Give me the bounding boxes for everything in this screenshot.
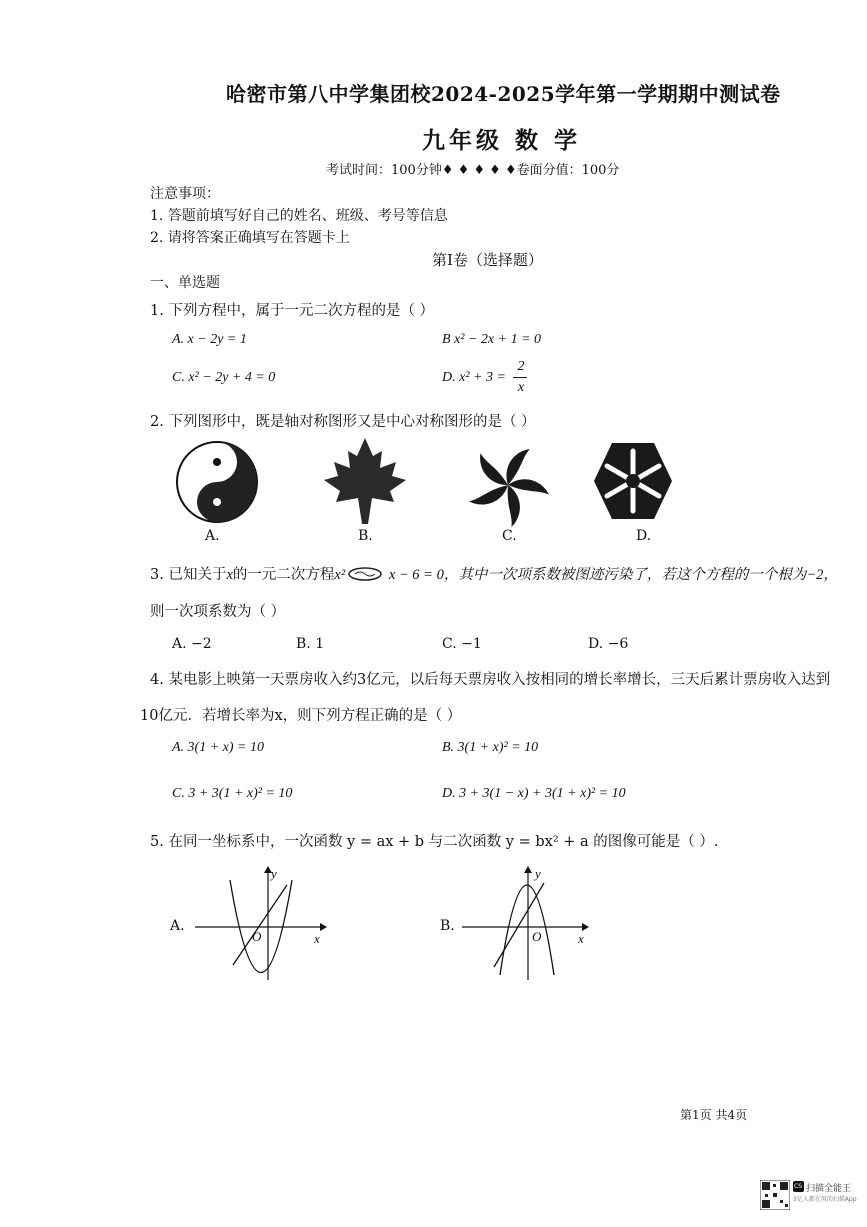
scanner-watermark bbox=[760, 1180, 860, 1220]
q1-option-d: D. x² + 3 = bbox=[442, 370, 506, 385]
question-5-stem: 5. 在同一坐标系中，一次函数 y = ax + b 与二次函数 y = bx² + a 的图像可能是（ ）. bbox=[150, 834, 719, 850]
exam-title: 哈密市第八中学集团校2024-2025学年第一学期期中测试卷 bbox=[226, 82, 781, 106]
graph-b-y-label: y bbox=[535, 866, 541, 881]
snowflake-hexagon-icon bbox=[592, 440, 674, 522]
graph-a-y-label: y bbox=[271, 866, 277, 881]
q5-graph-a bbox=[195, 865, 330, 985]
q2-label-c: C. bbox=[502, 528, 517, 544]
question-4-line1: 4. 某电影上映第一天票房收入约3亿元，以后每天票房收入按相同的增长率增长，三天后累计票房收入达到 bbox=[150, 672, 831, 688]
question-4-line2: 10亿元．若增长率为x，则下列方程正确的是（ ） bbox=[140, 708, 462, 724]
notes-heading: 注意事项： bbox=[150, 186, 220, 202]
qr-code-icon bbox=[760, 1180, 790, 1210]
q2-label-d: D. bbox=[636, 528, 652, 544]
graph-b-x-label: x bbox=[578, 931, 584, 946]
q1-option-a: A. x − 2y = 1 bbox=[172, 332, 247, 347]
ink-smudge-icon bbox=[347, 567, 383, 581]
q1-fraction-numerator: 2 bbox=[517, 359, 525, 374]
note-item: 2. 请将答案正确填写在答题卡上 bbox=[150, 230, 350, 246]
q1-option-b: B x² − 2x + 1 = 0 bbox=[442, 332, 542, 347]
question-2-stem: 2. 下列图形中，既是轴对称图形又是中心对称图形的是（ ） bbox=[150, 414, 536, 430]
graph-a-x-label: x bbox=[314, 931, 320, 946]
subject-title: 九年级 数 学 bbox=[422, 127, 582, 154]
q4-option-d: D. 3 + 3(1 − x) + 3(1 + x)² = 10 bbox=[442, 786, 626, 801]
scanner-brand: CS扫描全能王 bbox=[793, 1181, 851, 1194]
yin-yang-icon bbox=[175, 440, 260, 525]
part-title: 第Ⅰ卷（选择题） bbox=[432, 251, 543, 269]
graph-b-origin: O bbox=[532, 929, 542, 944]
bauhinia-flower-icon bbox=[463, 440, 553, 530]
q3-option-d: D. −6 bbox=[588, 636, 629, 652]
q4-option-c: C. 3 + 3(1 + x)² = 10 bbox=[172, 786, 293, 801]
section-title: 一、单选题 bbox=[150, 275, 220, 291]
q2-label-b: B. bbox=[358, 528, 373, 544]
scanner-subtitle: 3亿人都在用的扫描App bbox=[793, 1196, 857, 1203]
question-1-stem: 1. 下列方程中，属于一元二次方程的是（ ） bbox=[150, 303, 435, 319]
camscanner-logo-icon bbox=[793, 1181, 804, 1192]
q1-fraction-denominator: x bbox=[517, 380, 525, 395]
q5-label-b: B. bbox=[440, 918, 455, 934]
q4-option-a: A. 3(1 + x) = 10 bbox=[172, 740, 264, 755]
note-item: 1. 答题前填写好自己的姓名、班级、考号等信息 bbox=[150, 208, 448, 224]
maple-leaf-icon bbox=[320, 436, 410, 526]
q5-graph-b bbox=[462, 865, 597, 985]
q4-option-b: B. 3(1 + x)² = 10 bbox=[442, 740, 539, 755]
q5-label-a: A. bbox=[170, 918, 185, 934]
q3-option-b: B. 1 bbox=[296, 636, 325, 652]
q1-option-c: C. x² − 2y + 4 = 0 bbox=[172, 370, 276, 385]
graph-a-origin: O bbox=[252, 929, 262, 944]
q3-option-c: C. −1 bbox=[442, 636, 482, 652]
exam-info: 考试时间：100分钟♦ ♦ ♦ ♦ ♦卷面分值：100分 bbox=[326, 163, 620, 178]
question-3-stem: 3. 已知关于x的一元二次方程x² x − 6 = 0，其中一次项系数被图迹污染了，若这个方程的一个根为−2， bbox=[150, 567, 838, 583]
q3-option-a: A. −2 bbox=[172, 636, 212, 652]
q2-label-a: A. bbox=[205, 528, 220, 544]
page-number: 第1页 共4页 bbox=[680, 1108, 748, 1122]
question-3-line2: 则一次项系数为（ ） bbox=[150, 604, 286, 620]
q1-fraction-bar bbox=[513, 377, 527, 378]
